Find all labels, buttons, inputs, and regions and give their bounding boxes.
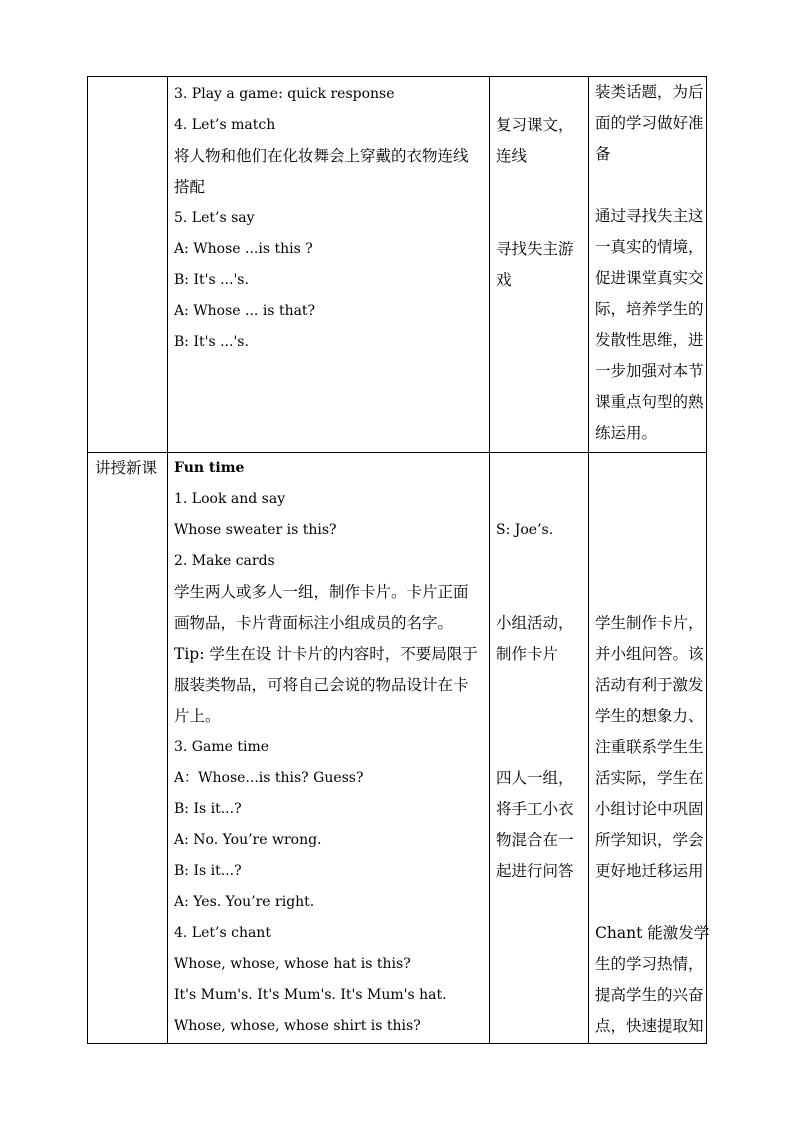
content-line: B: It's ...'s. bbox=[174, 334, 249, 350]
purpose-line: 所学知识，学会 bbox=[595, 831, 704, 849]
student-line bbox=[496, 79, 586, 110]
purpose-line: 注重联系学生生 bbox=[595, 738, 704, 756]
content-line: Fun time bbox=[174, 460, 245, 476]
content-line: Whose sweater is this? bbox=[174, 522, 337, 538]
content-line: 4. Let’s match bbox=[174, 117, 276, 133]
student-line bbox=[496, 577, 586, 608]
lesson-plan-table bbox=[87, 76, 710, 1044]
content-line: B: Is it...? bbox=[174, 801, 242, 817]
content-line: 服装类物品，可将自己会说的物品设计在卡 bbox=[174, 676, 469, 694]
student-line: 将手工小衣 bbox=[496, 800, 574, 818]
student-line bbox=[496, 453, 586, 484]
purpose-line: 小组讨论中巩固 bbox=[595, 800, 704, 818]
purpose-line: 学生的想象力、 bbox=[595, 707, 704, 725]
row-2-stage-cell bbox=[95, 453, 165, 484]
row-1-content-cell bbox=[174, 79, 486, 358]
content-line: 3. Play a game: quick response bbox=[174, 86, 395, 102]
purpose-line: 并小组问答。该 bbox=[595, 645, 704, 663]
student-line: 复习课文， bbox=[496, 116, 574, 134]
content-line: It's Mum's. It's Mum's. It's Mum's hat. bbox=[174, 987, 447, 1003]
content-line: 5. Let’s say bbox=[174, 210, 255, 226]
content-line: 将人物和他们在化妆舞会上穿戴的衣物连线 bbox=[174, 147, 469, 165]
student-line bbox=[496, 670, 586, 701]
student-line: 制作卡片 bbox=[496, 645, 559, 663]
purpose-line: 学生制作卡片， bbox=[595, 614, 704, 632]
purpose-line bbox=[595, 515, 705, 546]
content-line: A：Whose...is this? Guess? bbox=[174, 770, 364, 786]
purpose-line bbox=[595, 577, 705, 608]
purpose-line: 活动有利于激发 bbox=[595, 676, 704, 694]
purpose-line: 装类话题，为后 bbox=[595, 83, 704, 101]
student-line: 寻找失主游 bbox=[496, 240, 574, 258]
student-line bbox=[496, 172, 586, 203]
purpose-line: 课重点句型的熟 bbox=[595, 393, 704, 411]
purpose-line: 通过寻找失主这 bbox=[595, 207, 704, 225]
content-line: A: Whose ... is that? bbox=[174, 303, 316, 319]
purpose-line bbox=[595, 484, 705, 515]
student-line bbox=[496, 701, 586, 732]
student-line: 连线 bbox=[496, 147, 528, 165]
student-line: 四人一组， bbox=[496, 769, 574, 787]
purpose-line: Chant 能激发学 bbox=[595, 924, 710, 942]
column-divider bbox=[588, 77, 589, 1043]
student-line bbox=[496, 484, 586, 515]
row-1-student-activity-cell bbox=[496, 79, 586, 296]
purpose-line: 备 bbox=[595, 145, 611, 163]
purpose-line: 活实际，学生在 bbox=[595, 769, 704, 787]
content-line: B: It's ...'s. bbox=[174, 272, 249, 288]
stage-label: 讲授新课 bbox=[95, 459, 158, 477]
content-line: 片上。 bbox=[174, 707, 221, 725]
purpose-line: 一真实的情境， bbox=[595, 238, 704, 256]
purpose-line: 际，培养学生的 bbox=[595, 300, 704, 318]
row-2-content-cell bbox=[174, 453, 486, 1042]
column-divider bbox=[167, 77, 168, 1043]
student-line bbox=[496, 546, 586, 577]
content-line: B: Is it...? bbox=[174, 863, 242, 879]
purpose-line: 一步加强对本节 bbox=[595, 362, 704, 380]
student-line: 戏 bbox=[496, 271, 512, 289]
purpose-line bbox=[595, 546, 705, 577]
content-line: Whose, whose, whose shirt is this? bbox=[174, 1018, 421, 1034]
purpose-line: 面的学习做好准 bbox=[595, 114, 704, 132]
purpose-line: 发散性思维，进 bbox=[595, 331, 704, 349]
student-line: S: Joe’s. bbox=[496, 522, 554, 538]
purpose-line bbox=[595, 170, 705, 201]
row-2-design-purpose-cell bbox=[595, 453, 710, 1042]
content-line: A: Whose ...is this ? bbox=[174, 241, 313, 257]
purpose-line: 促进课堂真实交 bbox=[595, 269, 704, 287]
student-line: 小组活动， bbox=[496, 614, 574, 632]
student-line bbox=[496, 732, 586, 763]
content-line: 画物品，卡片背面标注小组成员的名字。 bbox=[174, 614, 454, 632]
content-line: 3. Game time bbox=[174, 739, 270, 755]
content-line: A: Yes. You’re right. bbox=[174, 894, 315, 910]
student-line: 物混合在一 bbox=[496, 831, 574, 849]
purpose-line bbox=[595, 887, 705, 918]
content-line: 搭配 bbox=[174, 178, 206, 196]
content-line: 1. Look and say bbox=[174, 491, 286, 507]
row-2-student-activity-cell bbox=[496, 453, 586, 887]
purpose-line: 提高学生的兴奋 bbox=[595, 986, 704, 1004]
content-line: Tip: 学生在设 计卡片的内容时，不要局限于 bbox=[174, 645, 478, 663]
column-divider bbox=[489, 77, 490, 1043]
student-line: 起进行问答 bbox=[496, 862, 574, 880]
purpose-line: 生的学习热情， bbox=[595, 955, 704, 973]
purpose-line: 更好地迁移运用 bbox=[595, 862, 704, 880]
content-line: 4. Let’s chant bbox=[174, 925, 271, 941]
purpose-line bbox=[595, 453, 705, 484]
content-line: Whose, whose, whose hat is this? bbox=[174, 956, 411, 972]
student-line bbox=[496, 203, 586, 234]
content-line: A: No. You’re wrong. bbox=[174, 832, 322, 848]
content-line: 2. Make cards bbox=[174, 553, 275, 569]
purpose-line: 点，快速提取知 bbox=[595, 1017, 704, 1035]
content-line: 学生两人或多人一组，制作卡片。卡片正面 bbox=[174, 583, 469, 601]
purpose-line: 练运用。 bbox=[595, 424, 658, 442]
row-1-design-purpose-cell bbox=[595, 77, 705, 449]
